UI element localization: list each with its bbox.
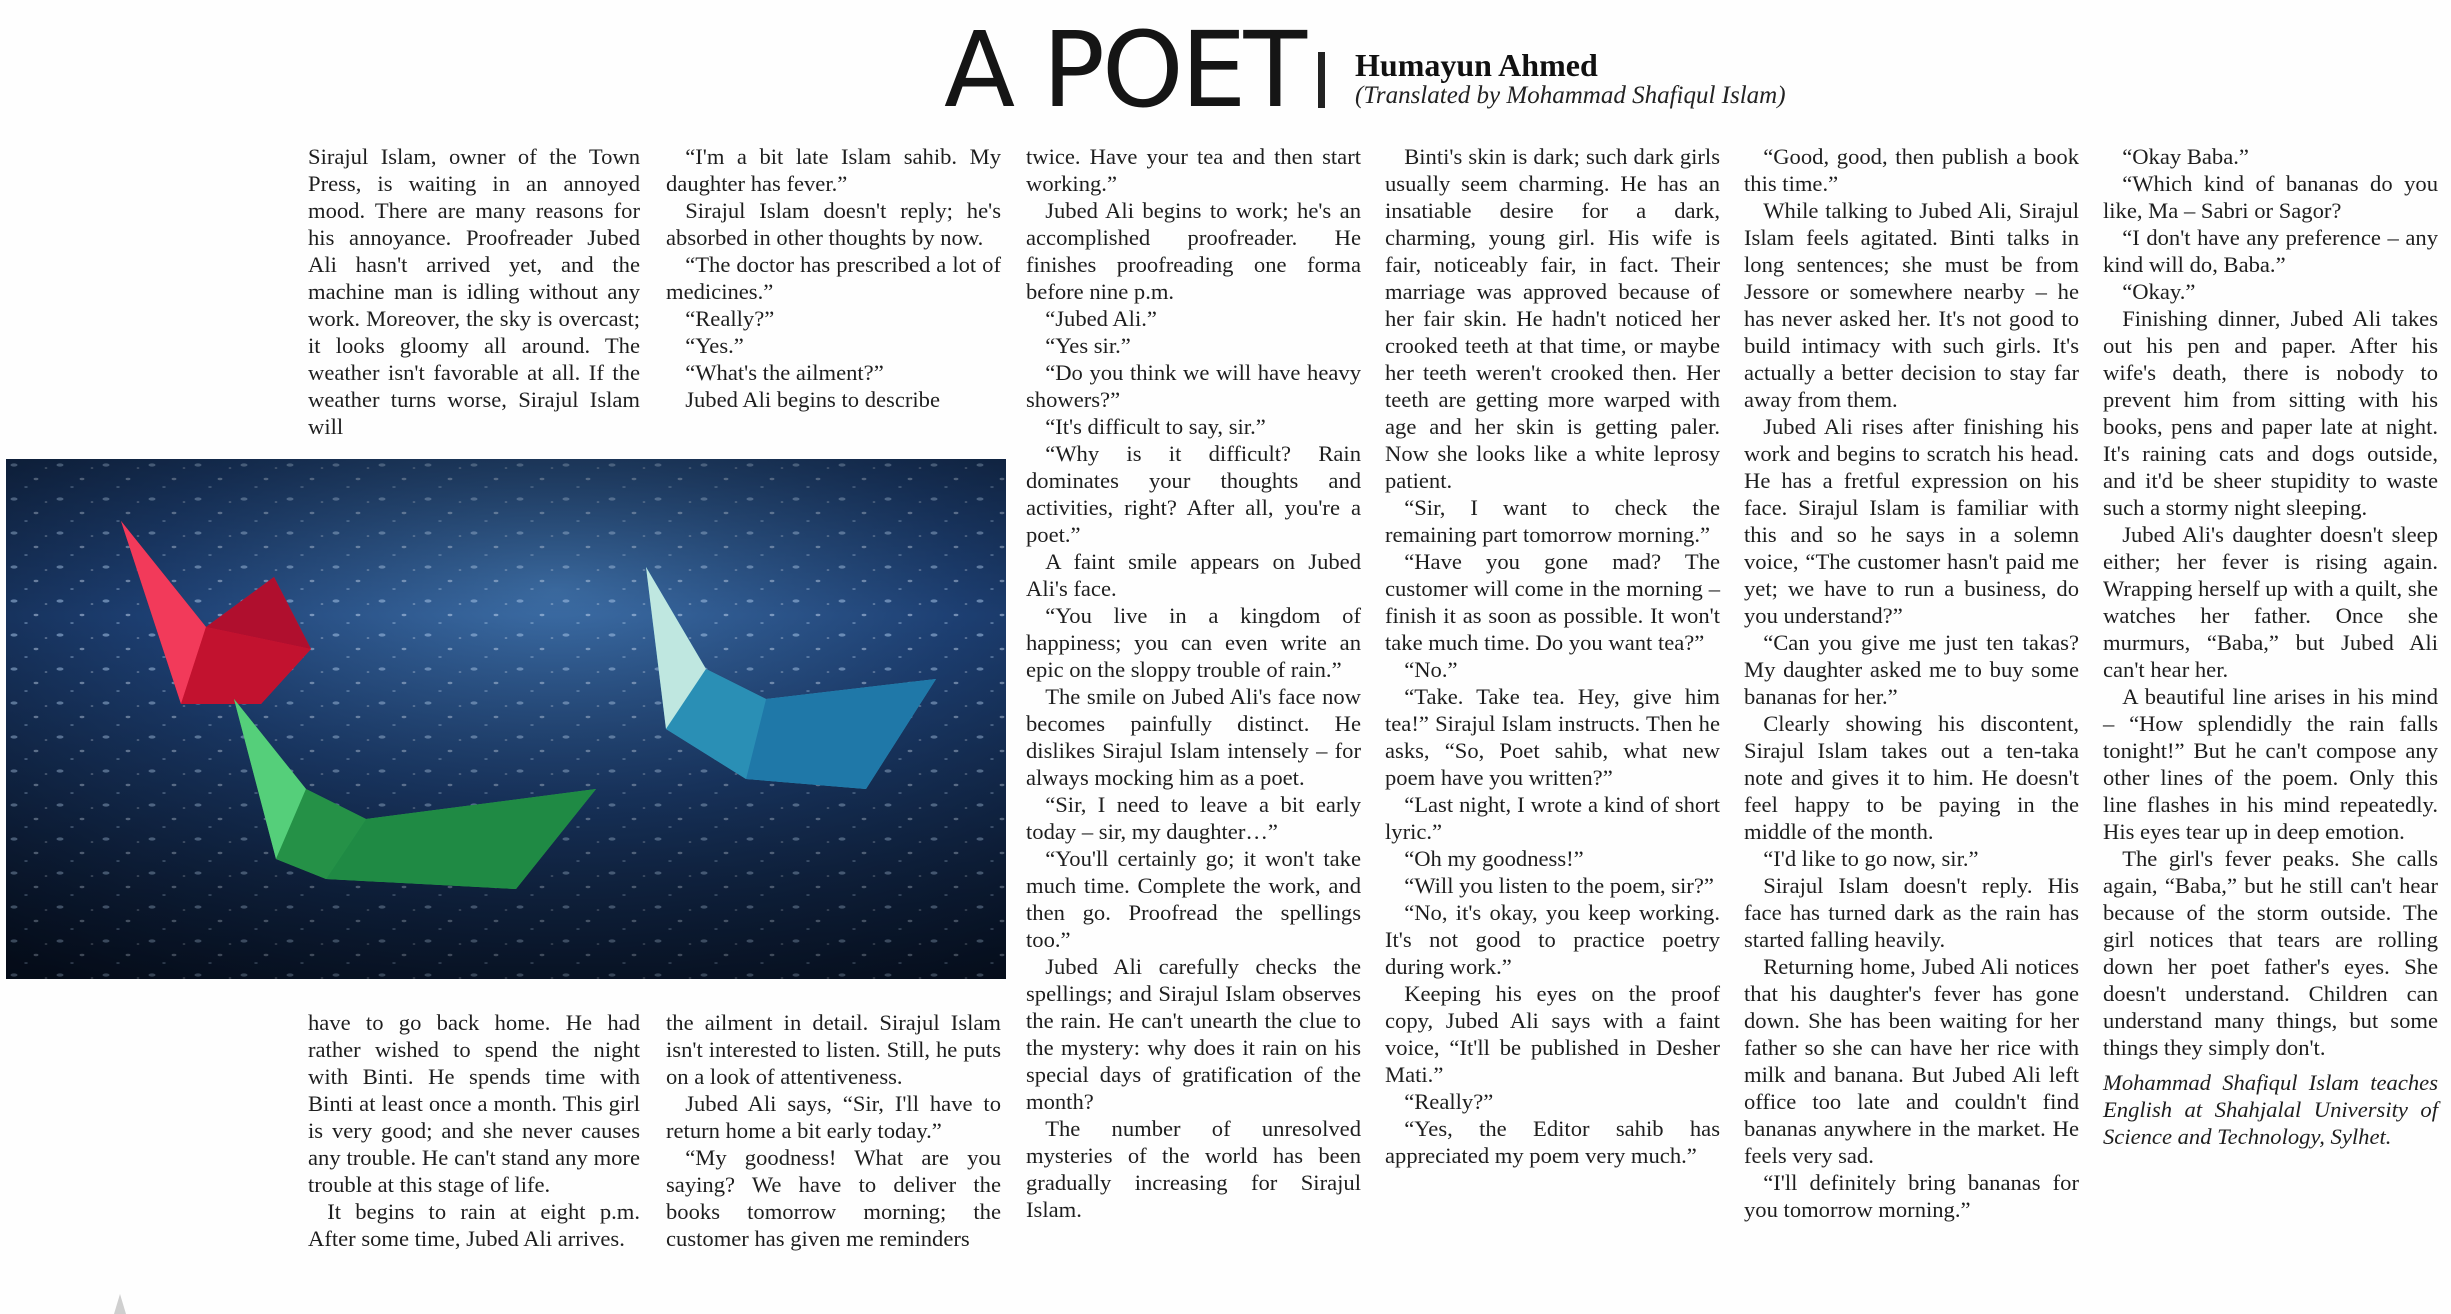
paragraph: Jubed Ali rises after finishing his work and begins to scratch his head. He has a fretful expression on his face. Sirajul Islam is familiar with this and so he says in a solemn voice, “The customer hasn't paid me yet; we have to run a business, do you understand?”: [1744, 414, 2079, 628]
paragraph: “Why is it difficult? Rain dominates your thoughts and activities, right? After all, you're a poet.”: [1026, 441, 1361, 547]
paragraph: the ailment in detail. Sirajul Islam isn't interested to listen. Still, he puts on a look of attentiveness.: [666, 1010, 1001, 1089]
column-6: [2103, 143, 2438, 1150]
column-1-top: [308, 143, 640, 440]
paragraph: Jubed Ali begins to describe: [685, 387, 940, 412]
paragraph: Clearly showing his discontent, Sirajul Islam takes out a ten-taka note and gives it to him. He doesn't feel happy to be paying in the middle of the month.: [1744, 711, 2079, 844]
paragraph: “What's the ailment?”: [685, 360, 884, 385]
paragraph: Binti's skin is dark; such dark girls usually seem charming. He has an insatiable desire for a dark, charming, young girl. His wife is fair, noticeably fair, in fact. Their marriage was approved because of her fair skin. He hadn't noticed her crooked teeth at that time, or maybe her teeth weren't crooked then. Her teeth are getting more warped with age and her skin is getting paler. Now she looks like a white leprosy patient.: [1385, 144, 1720, 493]
paragraph: While talking to Jubed Ali, Sirajul Islam feels agitated. Binti talks in long sentences; she must be from Jessore or somewhere nearby – he has never asked her. It's not good to build intimacy with such girls. It's actually a better decision to stay far away from them.: [1744, 198, 2079, 412]
paragraph: “I'll definitely bring bananas for you tomorrow morning.”: [1744, 1170, 2079, 1222]
paragraph: “Okay.”: [2122, 279, 2196, 304]
paragraph: “My goodness! What are you saying? We have to deliver the books tomorrow morning; the customer has given me reminders: [666, 1145, 1001, 1251]
column-3: [1026, 143, 1361, 1223]
paper-boats-photo: [6, 459, 1006, 979]
paragraph: Jubed Ali's daughter doesn't sleep either; her fever is rising again. Wrapping herself up with a quilt, she watches her father. Once she murmurs, “Baba,” but Jubed Ali can't hear her.: [2103, 522, 2438, 682]
paragraph: “Will you listen to the poem, sir?”: [1404, 873, 1714, 898]
column-1-bottom: [308, 1009, 640, 1252]
paragraph: twice. Have your tea and then start working.”: [1026, 144, 1361, 196]
page-corner-mark: [112, 1292, 128, 1314]
paragraph: “Oh my goodness!”: [1404, 846, 1584, 871]
paragraph: “Can you give me just ten takas? My daughter asked me to buy some bananas for her.”: [1744, 630, 2079, 709]
paragraph: The smile on Jubed Ali's face now becomes painfully distinct. He dislikes Sirajul Islam intensely – for always mocking him as a poet.: [1026, 684, 1361, 790]
column-4: [1385, 143, 1720, 1169]
translator-bio: Mohammad Shafiqul Islam teaches English at Shahjalal University of Science and Technology, Sylhet.: [2103, 1070, 2438, 1149]
translator-credit: (Translated by Mohammad Shafiqul Islam): [1355, 82, 1786, 109]
title-separator: [1318, 52, 1325, 108]
author-name: Humayun Ahmed: [1355, 47, 1598, 83]
paragraph: have to go back home. He had rather wished to spend the night with Binti. He spends time with Binti at least once a month. This girl is very good; and she never causes any trouble. He can't stand any more trouble at this stage of life.: [308, 1010, 640, 1197]
paragraph: “I'm a bit late Islam sahib. My daughter has fever.”: [666, 144, 1001, 196]
paragraph: Sirajul Islam doesn't reply; he's absorbed in other thoughts by now.: [666, 198, 1001, 250]
paragraph: Sirajul Islam, owner of the Town Press, is waiting in an annoyed mood. There are many reasons for his annoyance. Proofreader Jubed Ali hasn't arrived yet, and the machine man is idling without any work. Moreover, the sky is overcast; it looks gloomy all around. The weather isn't favorable at all. If the weather turns worse, Sirajul Islam will: [308, 144, 640, 439]
paragraph: “Yes sir.”: [1045, 333, 1131, 358]
paragraph: “Take. Take tea. Hey, give him tea!” Sirajul Islam instructs. Then he asks, “So, Poet sahib, what new poem have you written?”: [1385, 684, 1720, 790]
paragraph: “Yes.”: [685, 333, 744, 358]
paragraph: “Good, good, then publish a book this time.”: [1744, 144, 2079, 196]
paragraph: “Have you gone mad? The customer will come in the morning – finish it as soon as possible. It won't take much time. Do you want tea?”: [1385, 549, 1720, 655]
paragraph: The number of unresolved mysteries of the world has been gradually increasing for Sirajul Islam.: [1026, 1116, 1361, 1222]
paragraph: “Last night, I wrote a kind of short lyric.”: [1385, 792, 1720, 844]
paragraph: “No.”: [1404, 657, 1458, 682]
paragraph: “No, it's okay, you keep working. It's not good to practice poetry during work.”: [1385, 900, 1720, 979]
paragraph: “Really?”: [1404, 1089, 1494, 1114]
paragraph: Sirajul Islam doesn't reply. His face has turned dark as the rain has started falling heavily.: [1744, 873, 2079, 952]
paragraph: It begins to rain at eight p.m. After some time, Jubed Ali arrives.: [308, 1199, 640, 1251]
column-2-top: [666, 143, 1001, 413]
paragraph: “The doctor has prescribed a lot of medicines.”: [666, 252, 1001, 304]
article-title: A POET: [944, 9, 1305, 131]
paragraph: “Yes, the Editor sahib has appreciated my poem very much.”: [1385, 1116, 1720, 1168]
paragraph: “Really?”: [685, 306, 775, 331]
column-5: [1744, 143, 2079, 1223]
paragraph: Keeping his eyes on the proof copy, Jubed Ali says with a faint voice, “It'll be published in Desher Mati.”: [1385, 981, 1720, 1087]
paper-boats-illustration: [6, 459, 1006, 979]
paragraph: “Sir, I need to leave a bit early today – sir, my daughter…”: [1026, 792, 1361, 844]
paragraph: “Do you think we will have heavy showers?”: [1026, 360, 1361, 412]
paragraph: “It's difficult to say, sir.”: [1045, 414, 1266, 439]
paragraph: “You'll certainly go; it won't take much time. Complete the work, and then go. Proofread the spellings too.”: [1026, 846, 1361, 952]
paragraph: A faint smile appears on Jubed Ali's face.: [1026, 549, 1361, 601]
paragraph: “Sir, I want to check the remaining part tomorrow morning.”: [1385, 495, 1720, 547]
paragraph: Jubed Ali begins to work; he's an accomplished proofreader. He finishes proofreading one forma before nine p.m.: [1026, 198, 1361, 304]
paragraph: Jubed Ali says, “Sir, I'll have to return home a bit early today.”: [666, 1091, 1001, 1143]
paragraph: A beautiful line arises in his mind – “How splendidly the rain falls tonight!” But he can't compose any other lines of the poem. Only this line flashes in his mind repeatedly. His eyes tear up in deep emotion.: [2103, 684, 2438, 844]
paragraph: The girl's fever peaks. She calls again, “Baba,” but he still can't hear because of the storm outside. The girl notices that tears are rolling down her poet father's eyes. She doesn't understand. Children can understand many things, but some things they simply don't.: [2103, 846, 2438, 1060]
paragraph: “I don't have any preference – any kind will do, Baba.”: [2103, 225, 2438, 277]
paragraph: Jubed Ali carefully checks the spellings; and Sirajul Islam observes the rain. He can't unearth the clue to the mystery: why does it rain on his special days of gratification of the month?: [1026, 954, 1361, 1114]
paragraph: Returning home, Jubed Ali notices that his daughter's fever has gone down. She has been waiting for her father so she can have her rice with milk and banana. But Jubed Ali left office too late and couldn't find bananas anywhere in the market. He feels very sad.: [1744, 954, 2079, 1168]
paragraph: “I'd like to go now, sir.”: [1763, 846, 1979, 871]
paragraph: Finishing dinner, Jubed Ali takes out his pen and paper. After his wife's death, there is nobody to prevent him from sitting with his books, pens and paper late at night. It's raining cats and dogs outside, and it'd be sheer stupidity to waste such a stormy night sleeping.: [2103, 306, 2438, 520]
paragraph: “Jubed Ali.”: [1045, 306, 1157, 331]
column-2-bottom: [666, 1009, 1001, 1252]
paragraph: “Which kind of bananas do you like, Ma – Sabri or Sagor?: [2103, 171, 2438, 223]
paragraph: “Okay Baba.”: [2122, 144, 2249, 169]
paragraph: “You live in a kingdom of happiness; you can even write an epic on the sloppy trouble of rain.”: [1026, 603, 1361, 682]
